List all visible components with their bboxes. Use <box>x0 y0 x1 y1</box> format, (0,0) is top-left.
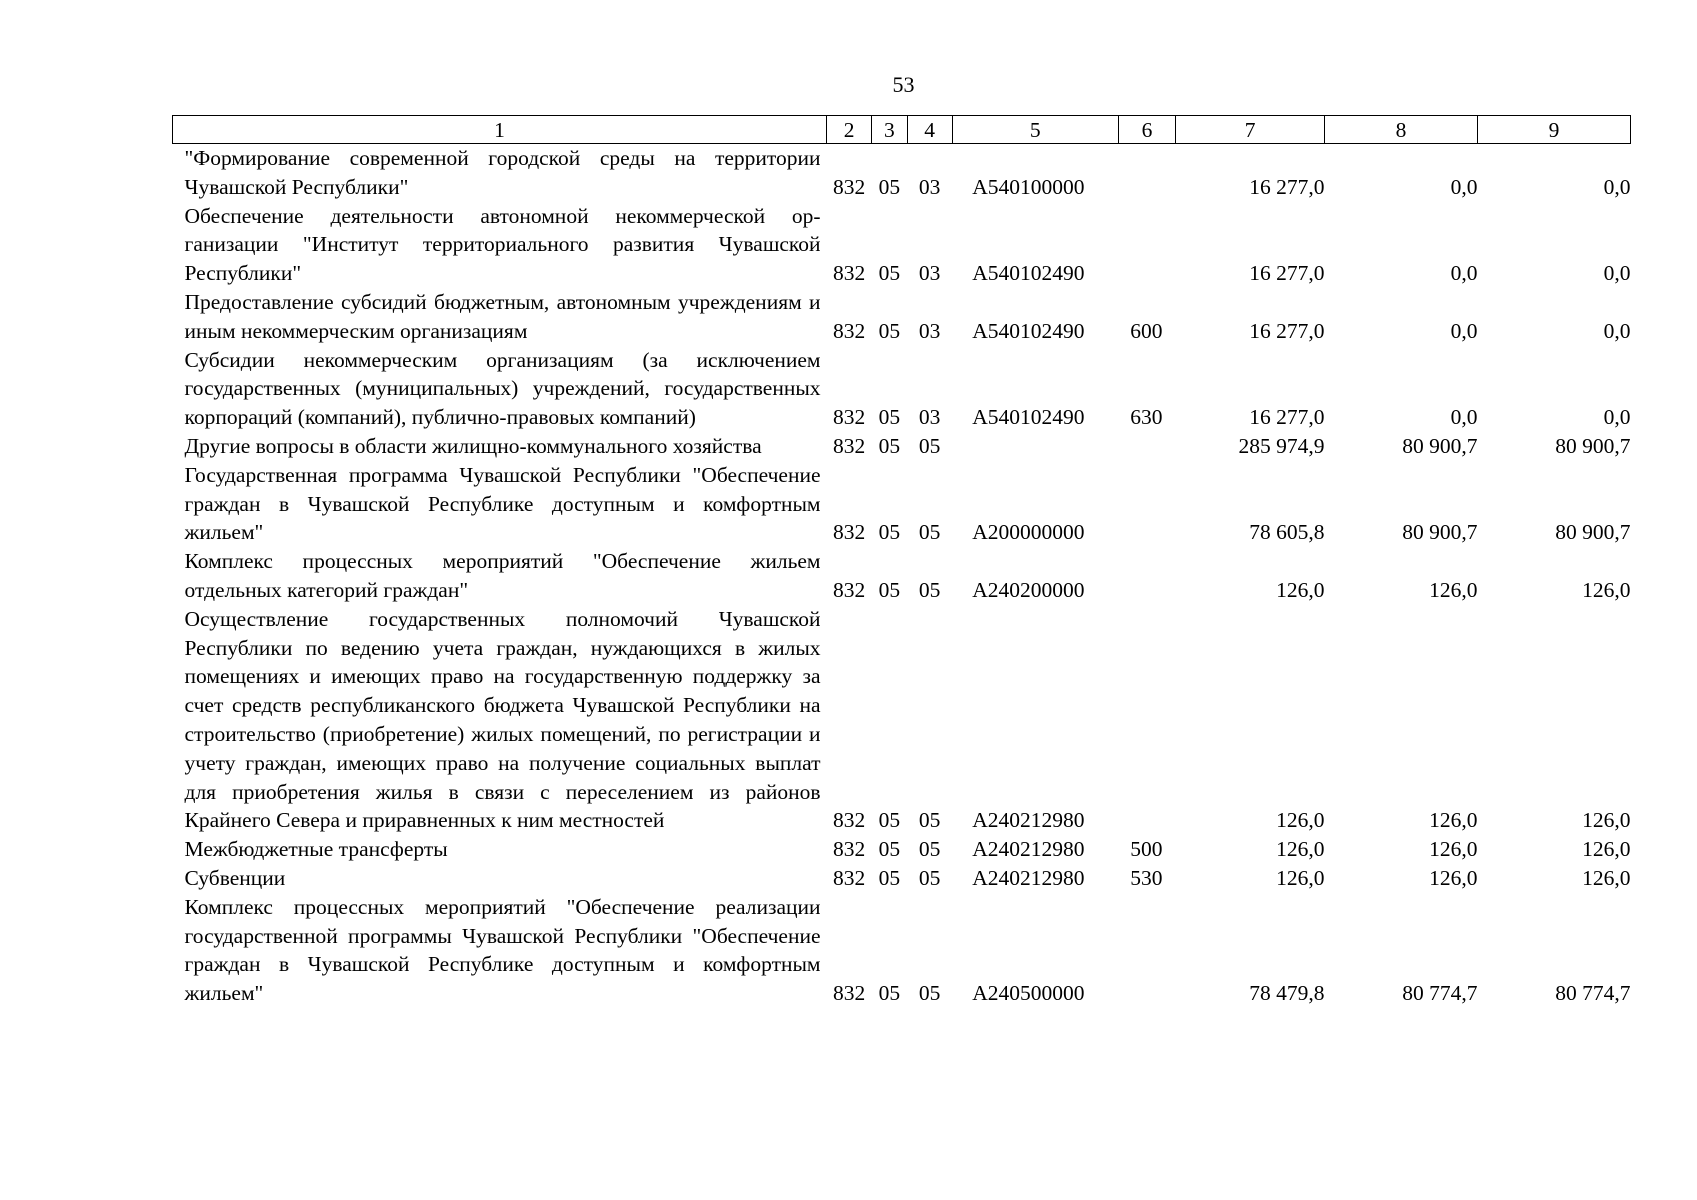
row-amount-col9: 126,0 <box>1582 577 1631 602</box>
row-grbs: 832 <box>833 433 866 458</box>
row-section: 05 <box>878 174 901 199</box>
row-expense-type <box>1118 202 1175 288</box>
row-expense-type <box>1118 461 1175 547</box>
row-subsection: 05 <box>918 808 941 833</box>
table-row <box>173 288 1631 346</box>
row-amount-col7: 16 277,0 <box>1249 318 1325 343</box>
row-target-article: A240500000 <box>972 981 1085 1006</box>
header-col-6: 6 <box>1118 116 1175 144</box>
row-name: Межбюджетные трансферты <box>184 837 448 862</box>
row-target-article <box>952 432 1118 461</box>
header-col-9: 9 <box>1477 116 1630 144</box>
row-amount-col7: 126,0 <box>1276 577 1325 602</box>
row-subsection: 03 <box>918 261 941 286</box>
row-expense-type <box>1118 893 1175 1008</box>
row-expense-type: 530 <box>1130 865 1163 890</box>
row-grbs: 832 <box>833 520 866 545</box>
row-section: 05 <box>878 865 901 890</box>
row-grbs: 832 <box>833 577 866 602</box>
row-amount-col7: 285 974,9 <box>1238 433 1325 458</box>
row-grbs: 832 <box>833 174 866 199</box>
header-col-2: 2 <box>827 116 872 144</box>
row-subsection: 05 <box>918 837 941 862</box>
row-amount-col7: 16 277,0 <box>1249 261 1325 286</box>
row-grbs: 832 <box>833 981 866 1006</box>
row-amount-col7: 126,0 <box>1276 837 1325 862</box>
row-amount-col9: 0,0 <box>1603 174 1631 199</box>
row-grbs: 832 <box>833 261 866 286</box>
row-grbs: 832 <box>833 865 866 890</box>
row-amount-col7: 78 605,8 <box>1249 520 1325 545</box>
header-col-4: 4 <box>907 116 952 144</box>
row-subsection: 05 <box>918 865 941 890</box>
row-subsection: 05 <box>918 577 941 602</box>
table-row <box>173 547 1631 605</box>
row-target-article: A540102490 <box>972 405 1085 430</box>
row-amount-col8: 0,0 <box>1450 318 1478 343</box>
row-section: 05 <box>878 261 901 286</box>
row-section: 05 <box>878 318 901 343</box>
row-name: Осуществление государственных полномочий Чувашской Республики по ведению учета граждан, нуждающихся в жилых помещениях и имеющих право на государственную поддержку за счет средств республиканского бюджета Чувашской Республики на строительство (приобретение) жилых помещений, по регистрации и учету граждан, имеющих право на получение социальных выплат для приобретения жилья в связи с переселением из районов Крайнего Севера и приравненных к ним местностей <box>184 606 821 833</box>
row-grbs: 832 <box>833 808 866 833</box>
row-amount-col7: 78 479,8 <box>1249 981 1325 1006</box>
row-amount-col8: 126,0 <box>1429 837 1478 862</box>
row-subsection: 05 <box>918 520 941 545</box>
row-section: 05 <box>878 981 901 1006</box>
row-amount-col9: 126,0 <box>1582 865 1631 890</box>
row-target-article: A240212980 <box>972 837 1085 862</box>
table-row <box>173 835 1631 864</box>
row-section: 05 <box>878 808 901 833</box>
row-name: Комплекс процессных мероприятий "Обеспечение реализации государственной программы Чувашской Республики "Обеспечение граждан в Чувашской Республике доступным и комфортным жильем" <box>184 894 821 1006</box>
page-number: 53 <box>892 72 915 97</box>
row-target-article: A240200000 <box>972 577 1085 602</box>
row-amount-col8: 80 900,7 <box>1402 433 1478 458</box>
row-target-article: A240212980 <box>972 808 1085 833</box>
table-body <box>173 144 1631 1008</box>
row-amount-col7: 16 277,0 <box>1249 405 1325 430</box>
header-col-7: 7 <box>1176 116 1325 144</box>
row-expense-type: 600 <box>1130 318 1163 343</box>
row-section: 05 <box>878 520 901 545</box>
row-amount-col9: 126,0 <box>1582 837 1631 862</box>
row-target-article: A540100000 <box>972 174 1085 199</box>
header-col-1: 1 <box>173 116 827 144</box>
table-row <box>173 346 1631 432</box>
row-section: 05 <box>878 433 901 458</box>
row-amount-col8: 126,0 <box>1429 808 1478 833</box>
row-expense-type <box>1118 144 1175 202</box>
row-amount-col8: 126,0 <box>1429 577 1478 602</box>
row-expense-type <box>1118 432 1175 461</box>
table-row <box>173 893 1631 1008</box>
budget-table <box>172 115 1631 1008</box>
row-amount-col8: 0,0 <box>1450 174 1478 199</box>
row-name: Другие вопросы в области жилищно-коммунального хозяйства <box>184 433 762 458</box>
row-grbs: 832 <box>833 405 866 430</box>
table-row <box>173 605 1631 835</box>
row-amount-col9: 0,0 <box>1603 318 1631 343</box>
table-row <box>173 202 1631 288</box>
row-target-article: A200000000 <box>972 520 1085 545</box>
row-amount-col8: 0,0 <box>1450 261 1478 286</box>
table-header <box>173 116 1631 144</box>
row-amount-col9: 0,0 <box>1603 405 1631 430</box>
row-name: Субвенции <box>184 865 286 890</box>
row-name: Обеспечение деятельности автономной некоммерческой организации "Институт территориального развития Чувашской Республики" <box>184 203 821 286</box>
row-section: 05 <box>878 405 901 430</box>
row-amount-col7: 126,0 <box>1276 865 1325 890</box>
row-section: 05 <box>878 837 901 862</box>
row-amount-col9: 0,0 <box>1603 261 1631 286</box>
row-subsection: 03 <box>918 318 941 343</box>
row-grbs: 832 <box>833 837 866 862</box>
table-row <box>173 432 1631 461</box>
table-row <box>173 144 1631 202</box>
row-amount-col8: 0,0 <box>1450 405 1478 430</box>
row-subsection: 03 <box>918 174 941 199</box>
row-amount-col9: 80 900,7 <box>1555 520 1631 545</box>
row-amount-col9: 80 774,7 <box>1555 981 1631 1006</box>
row-amount-col8: 80 900,7 <box>1402 520 1478 545</box>
row-name: "Формирование современной городской среды на территории Чувашской Республики" <box>184 146 821 199</box>
row-section: 05 <box>878 577 901 602</box>
row-expense-type: 500 <box>1130 837 1163 862</box>
row-name: Государственная программа Чувашской Республики "Обеспечение граждан в Чувашской Республике доступным и комфортным жильем" <box>184 462 821 545</box>
row-expense-type <box>1118 605 1175 835</box>
row-amount-col8: 80 774,7 <box>1402 981 1478 1006</box>
row-amount-col9: 80 900,7 <box>1555 433 1631 458</box>
row-amount-col7: 16 277,0 <box>1249 174 1325 199</box>
row-target-article: A540102490 <box>972 261 1085 286</box>
row-name: Субсидии некоммерческим организациям (за исключением государственных (муниципальных) учреждений, государственных корпораций (компаний), публично-правовых компаний) <box>184 347 821 430</box>
row-expense-type: 630 <box>1130 405 1163 430</box>
row-target-article: A540102490 <box>972 318 1085 343</box>
row-name: Комплекс процессных мероприятий "Обеспечение жильем отдельных категорий граждан" <box>184 549 821 602</box>
row-subsection: 05 <box>918 433 941 458</box>
header-col-5: 5 <box>952 116 1118 144</box>
row-amount-col8: 126,0 <box>1429 865 1478 890</box>
header-row <box>173 116 1631 144</box>
row-amount-col9: 126,0 <box>1582 808 1631 833</box>
table-row <box>173 461 1631 547</box>
header-col-3: 3 <box>872 116 907 144</box>
table-row <box>173 864 1631 893</box>
row-name: Предоставление субсидий бюджетным, автономным учреждениям и иным некоммерческим организациям <box>184 289 821 343</box>
row-subsection: 03 <box>918 405 941 430</box>
row-expense-type <box>1118 547 1175 605</box>
row-target-article: A240212980 <box>972 865 1085 890</box>
row-amount-col7: 126,0 <box>1276 808 1325 833</box>
row-subsection: 05 <box>918 981 941 1006</box>
header-col-8: 8 <box>1325 116 1478 144</box>
row-grbs: 832 <box>833 318 866 343</box>
